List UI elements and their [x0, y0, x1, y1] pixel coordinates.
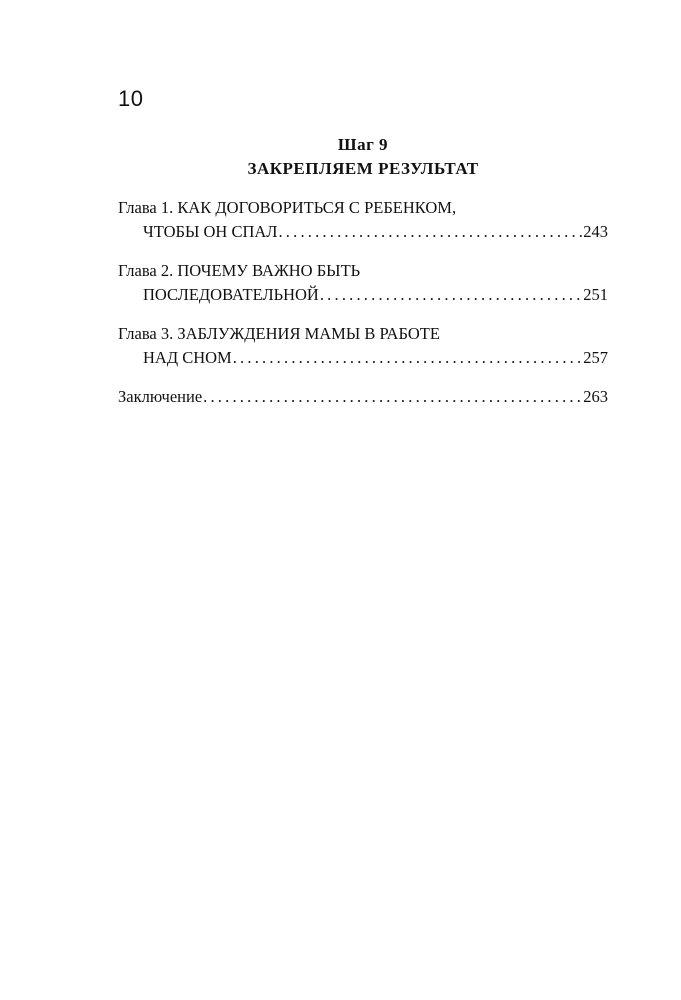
- toc-entry-chapter-1[interactable]: [118, 196, 608, 244]
- table-of-contents: [118, 196, 608, 424]
- toc-page-number: 243: [583, 222, 608, 241]
- step-title: Шаг 9: [337, 135, 389, 154]
- toc-entry-title: Глава 1. КАК ДОГОВОРИТЬСЯ С РЕБЕНКОМ,: [118, 198, 457, 217]
- toc-leader-dots: [233, 346, 583, 370]
- step-subtitle: ЗАКРЕПЛЯЕМ РЕЗУЛЬТАТ: [247, 159, 479, 178]
- toc-page-number: 257: [583, 348, 608, 367]
- toc-entry-chapter-2[interactable]: [118, 259, 608, 307]
- toc-leader-dots: [278, 220, 582, 244]
- toc-entry-title: Глава 2. ПОЧЕМУ ВАЖНО БЫТЬ: [118, 261, 361, 280]
- toc-entry-title: Заключение: [118, 387, 203, 406]
- toc-entry-conclusion[interactable]: [118, 385, 608, 409]
- toc-leader-dots: [203, 385, 582, 409]
- toc-leader-dots: [320, 283, 582, 307]
- toc-entry-title: Глава 3. ЗАБЛУЖДЕНИЯ МАМЫ В РАБОТЕ: [118, 324, 440, 343]
- page-number: 10: [118, 86, 144, 111]
- toc-entry-title-cont: ЧТОБЫ ОН СПАЛ: [143, 222, 278, 241]
- step-heading: [118, 134, 608, 182]
- toc-entry-title-cont: ПОСЛЕДОВАТЕЛЬНОЙ: [143, 285, 319, 304]
- toc-page-number: 263: [583, 387, 608, 406]
- toc-page-number: 251: [583, 285, 608, 304]
- toc-entry-title-cont: НАД СНОМ: [143, 348, 232, 367]
- toc-entry-chapter-3[interactable]: [118, 322, 608, 370]
